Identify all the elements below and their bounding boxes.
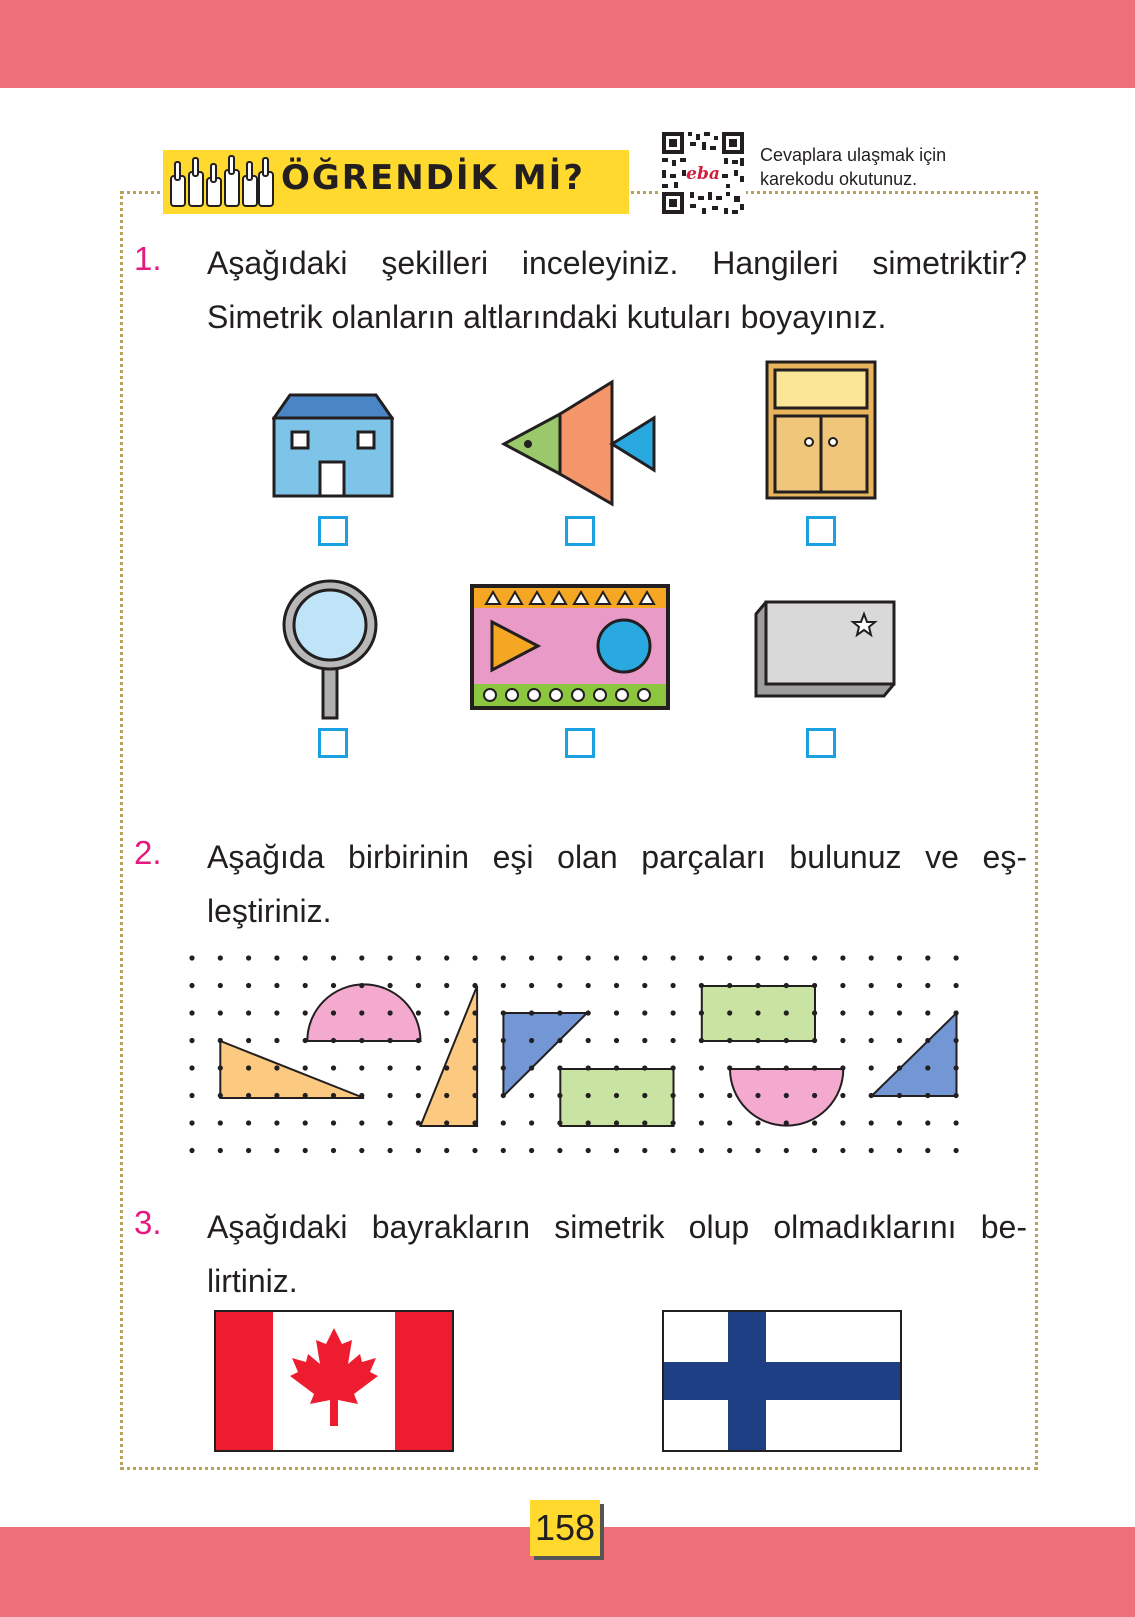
grid-dot — [699, 955, 704, 960]
grid-dot — [784, 955, 789, 960]
grid-dot — [388, 1120, 393, 1125]
grid-dot — [303, 1038, 308, 1043]
grid-dot — [699, 1010, 704, 1015]
grid-dot — [586, 1093, 591, 1098]
grid-dot — [869, 1148, 874, 1153]
grid-dot — [727, 983, 732, 988]
grid-dot — [755, 955, 760, 960]
grid-dot — [331, 1065, 336, 1070]
grid-dot — [671, 1148, 676, 1153]
grid-dot — [897, 983, 902, 988]
grid-dot — [869, 1010, 874, 1015]
grid-dot — [246, 1065, 251, 1070]
grid-dot — [359, 1010, 364, 1015]
grid-dot — [246, 983, 251, 988]
grid-dot — [642, 955, 647, 960]
grid-dot — [812, 955, 817, 960]
grid-dot — [303, 1010, 308, 1015]
grid-dot — [954, 1010, 959, 1015]
grid-dot — [246, 1120, 251, 1125]
grid-dot — [699, 1148, 704, 1153]
grid-dot — [416, 1065, 421, 1070]
grid-dot — [501, 1120, 506, 1125]
grid-dot — [840, 1065, 845, 1070]
dot-grid-puzzle — [180, 946, 1000, 1166]
grid-dot — [727, 1093, 732, 1098]
grid-dot — [501, 983, 506, 988]
grid-dot — [501, 1038, 506, 1043]
grid-dot — [925, 1010, 930, 1015]
grid-dot — [388, 1065, 393, 1070]
checkbox-fish[interactable] — [565, 516, 595, 546]
grid-dot — [416, 1038, 421, 1043]
grid-dot — [699, 983, 704, 988]
grid-dot — [189, 1120, 194, 1125]
grid-dot — [614, 983, 619, 988]
grid-dot — [897, 1148, 902, 1153]
grid-dot — [303, 1065, 308, 1070]
qr-instruction: Cevaplara ulaşmak için karekodu okutunuz. — [760, 145, 947, 189]
grid-dot — [529, 1148, 534, 1153]
grid-dot — [727, 1148, 732, 1153]
grid-dot — [501, 1010, 506, 1015]
grid-dot — [954, 1120, 959, 1125]
grid-dot — [218, 1148, 223, 1153]
fish-figure — [500, 378, 658, 508]
grid-dot — [897, 955, 902, 960]
grid-dot — [472, 1065, 477, 1070]
grid-dot — [557, 1065, 562, 1070]
grid-dot — [444, 1010, 449, 1015]
grid-dot — [303, 1093, 308, 1098]
grid-dot — [869, 955, 874, 960]
top-color-band — [0, 0, 1135, 88]
grid-dot — [840, 1148, 845, 1153]
grid-dot — [501, 955, 506, 960]
grid-dot — [755, 1148, 760, 1153]
grid-dot — [784, 1093, 789, 1098]
grid-dot — [388, 1010, 393, 1015]
grid-dot — [331, 955, 336, 960]
grid-dot — [699, 1038, 704, 1043]
grid-dot — [274, 1120, 279, 1125]
checkbox-framed-picture[interactable] — [565, 728, 595, 758]
grid-dot — [359, 1120, 364, 1125]
grid-dot — [472, 955, 477, 960]
grid-dot — [925, 1148, 930, 1153]
cabinet-figure — [765, 360, 877, 500]
grid-dot — [246, 955, 251, 960]
grid-dot — [614, 1010, 619, 1015]
grid-dot — [586, 1065, 591, 1070]
grid-dot — [303, 983, 308, 988]
page-title: ÖĞRENDİK Mİ? — [281, 158, 585, 198]
grid-dot — [388, 1038, 393, 1043]
grid-dot — [416, 983, 421, 988]
grid-dot — [812, 1010, 817, 1015]
grid-dot — [954, 1038, 959, 1043]
grid-dot — [614, 1038, 619, 1043]
grid-dot — [671, 1038, 676, 1043]
grid-dot — [671, 1120, 676, 1125]
grid-dot — [925, 955, 930, 960]
triangle-orange-tall-shape — [421, 986, 478, 1126]
grid-dot — [812, 1038, 817, 1043]
grid-dot — [699, 1093, 704, 1098]
grid-dot — [359, 983, 364, 988]
qr-logo-text: eba — [686, 164, 720, 184]
grid-dot — [557, 1038, 562, 1043]
grid-dot — [642, 983, 647, 988]
grid-dot — [472, 1148, 477, 1153]
grid-dot — [642, 1148, 647, 1153]
grid-dot — [501, 1093, 506, 1098]
grid-dot — [614, 1120, 619, 1125]
grid-dot — [727, 1010, 732, 1015]
grid-dot — [359, 1065, 364, 1070]
grid-dot — [586, 955, 591, 960]
grid-dot — [586, 1120, 591, 1125]
grid-dot — [472, 1120, 477, 1125]
grid-dot — [416, 955, 421, 960]
grid-dot — [189, 1038, 194, 1043]
grid-dot — [642, 1038, 647, 1043]
grid-dot — [755, 983, 760, 988]
grid-dot — [444, 983, 449, 988]
checkbox-magnifying-glass[interactable] — [318, 728, 348, 758]
grid-dot — [925, 1093, 930, 1098]
grid-dot — [444, 1093, 449, 1098]
grid-dot — [614, 1148, 619, 1153]
grid-dot — [784, 1010, 789, 1015]
grid-dot — [869, 1093, 874, 1098]
grid-dot — [189, 955, 194, 960]
grid-dot — [444, 1120, 449, 1125]
section-banner — [163, 150, 629, 214]
grid-dot — [218, 983, 223, 988]
grid-dot — [869, 1065, 874, 1070]
grid-dot — [218, 1120, 223, 1125]
grid-dot — [388, 955, 393, 960]
grid-dot — [274, 983, 279, 988]
grid-dot — [557, 983, 562, 988]
grid-dot — [416, 1148, 421, 1153]
house-figure — [272, 392, 394, 500]
grid-dot — [869, 1038, 874, 1043]
grid-dot — [954, 1065, 959, 1070]
grid-dot — [699, 1120, 704, 1125]
grid-dot — [812, 1093, 817, 1098]
grid-dot — [869, 983, 874, 988]
grid-dot — [925, 1038, 930, 1043]
grid-dot — [416, 1120, 421, 1125]
grid-dot — [755, 1093, 760, 1098]
grid-dot — [359, 1038, 364, 1043]
grid-dot — [784, 1120, 789, 1125]
qr-code[interactable] — [660, 130, 746, 216]
grid-dot — [557, 955, 562, 960]
grid-dot — [529, 955, 534, 960]
question-3-number: 3. — [134, 1204, 162, 1241]
grid-dot — [954, 1148, 959, 1153]
grid-dot — [303, 1148, 308, 1153]
grid-dot — [189, 1065, 194, 1070]
grid-dot — [529, 1010, 534, 1015]
grid-dot — [755, 1120, 760, 1125]
grid-dot — [472, 1010, 477, 1015]
grid-dot — [840, 1120, 845, 1125]
grid-dot — [812, 1120, 817, 1125]
grid-dot — [812, 983, 817, 988]
checkbox-house[interactable] — [318, 516, 348, 546]
grid-dot — [331, 1120, 336, 1125]
grid-dot — [840, 955, 845, 960]
grid-dot — [671, 955, 676, 960]
grid-dot — [444, 1065, 449, 1070]
triangle-orange-left-shape — [220, 1041, 364, 1098]
grid-dot — [529, 1120, 534, 1125]
grid-dot — [671, 1065, 676, 1070]
grid-dot — [840, 1093, 845, 1098]
grid-dot — [614, 1093, 619, 1098]
grid-dot — [925, 1120, 930, 1125]
grid-dot — [557, 1010, 562, 1015]
checkbox-cabinet[interactable] — [806, 516, 836, 546]
question-3-text: Aşağıdaki bayrakların simetrik olup olmadıklarını be- lirtiniz. — [207, 1209, 1027, 1299]
grid-dot — [246, 1010, 251, 1015]
grid-dot — [897, 1010, 902, 1015]
grid-dot — [614, 1065, 619, 1070]
grid-dot — [274, 1148, 279, 1153]
grid-dot — [614, 955, 619, 960]
grid-dot — [189, 1093, 194, 1098]
grid-dot — [727, 1038, 732, 1043]
grid-dot — [444, 1038, 449, 1043]
grid-dot — [303, 955, 308, 960]
grid-dot — [472, 1038, 477, 1043]
grid-dot — [529, 1093, 534, 1098]
flag-card-figure — [754, 600, 896, 698]
grid-dot — [557, 1120, 562, 1125]
grid-dot — [954, 955, 959, 960]
grid-dot — [274, 1038, 279, 1043]
grid-dot — [727, 1120, 732, 1125]
grid-dot — [218, 1065, 223, 1070]
grid-dot — [557, 1093, 562, 1098]
question-2-text: Aşağıda birbirinin eşi olan parçaları bulunuz ve eş- leştiriniz. — [207, 839, 1027, 929]
grid-dot — [218, 1038, 223, 1043]
grid-dot — [388, 1148, 393, 1153]
grid-dot — [755, 1010, 760, 1015]
grid-dot — [727, 1065, 732, 1070]
grid-dot — [671, 983, 676, 988]
grid-dot — [274, 955, 279, 960]
grid-dot — [557, 1148, 562, 1153]
grid-dot — [472, 1093, 477, 1098]
grid-dot — [586, 983, 591, 988]
grid-dot — [444, 1148, 449, 1153]
grid-dot — [869, 1120, 874, 1125]
grid-dot — [274, 1093, 279, 1098]
grid-dot — [784, 1038, 789, 1043]
grid-dot — [388, 1093, 393, 1098]
grid-dot — [671, 1093, 676, 1098]
grid-dot — [189, 1010, 194, 1015]
grid-dot — [529, 1038, 534, 1043]
grid-dot — [840, 983, 845, 988]
grid-dot — [359, 1093, 364, 1098]
grid-dot — [642, 1010, 647, 1015]
grid-dot — [388, 983, 393, 988]
grid-dot — [189, 1148, 194, 1153]
triangle-blue-right-shape — [872, 1013, 957, 1096]
grid-dot — [331, 983, 336, 988]
grid-dot — [727, 955, 732, 960]
grid-dot — [897, 1038, 902, 1043]
grid-dot — [755, 1065, 760, 1070]
grid-dot — [331, 1093, 336, 1098]
grid-dot — [416, 1093, 421, 1098]
grid-dot — [784, 983, 789, 988]
grid-dot — [586, 1010, 591, 1015]
grid-dot — [642, 1093, 647, 1098]
grid-dot — [472, 983, 477, 988]
grid-dot — [897, 1065, 902, 1070]
grid-dot — [416, 1010, 421, 1015]
grid-dot — [954, 983, 959, 988]
question-2-number: 2. — [134, 834, 162, 871]
grid-dot — [274, 1010, 279, 1015]
grid-dot — [331, 1010, 336, 1015]
grid-dot — [925, 1065, 930, 1070]
grid-dot — [529, 983, 534, 988]
grid-dot — [897, 1120, 902, 1125]
magnifying-glass-figure — [280, 578, 380, 720]
grid-dot — [444, 955, 449, 960]
grid-dot — [331, 1038, 336, 1043]
grid-dot — [359, 1148, 364, 1153]
grid-dot — [642, 1065, 647, 1070]
canada-flag — [214, 1310, 454, 1452]
grid-dot — [812, 1065, 817, 1070]
grid-dot — [586, 1148, 591, 1153]
grid-dot — [246, 1148, 251, 1153]
question-1-text: Aşağıdaki şekilleri inceleyiniz. Hangileri simetriktir? Simetrik olanların altlarındaki kutuları boyayınız. — [207, 245, 1027, 335]
grid-dot — [784, 1148, 789, 1153]
grid-dot — [501, 1148, 506, 1153]
finland-flag — [662, 1310, 902, 1452]
checkbox-flag-card[interactable] — [806, 728, 836, 758]
grid-dot — [954, 1093, 959, 1098]
grid-dot — [189, 983, 194, 988]
framed-picture-figure — [468, 582, 672, 712]
grid-dot — [218, 1093, 223, 1098]
grid-dot — [359, 955, 364, 960]
grid-dot — [812, 1148, 817, 1153]
grid-dot — [331, 1148, 336, 1153]
grid-dot — [784, 1065, 789, 1070]
grid-dot — [840, 1010, 845, 1015]
grid-dot — [246, 1093, 251, 1098]
grid-dot — [218, 955, 223, 960]
grid-dot — [303, 1120, 308, 1125]
grid-dot — [925, 983, 930, 988]
grid-dot — [755, 1038, 760, 1043]
raised-hands-icon — [169, 154, 277, 210]
grid-dot — [840, 1038, 845, 1043]
grid-dot — [897, 1093, 902, 1098]
question-1-number: 1. — [134, 240, 162, 277]
grid-dot — [501, 1065, 506, 1070]
grid-dot — [246, 1038, 251, 1043]
grid-dot — [274, 1065, 279, 1070]
grid-dot — [699, 1065, 704, 1070]
grid-dot — [671, 1010, 676, 1015]
grid-dot — [586, 1038, 591, 1043]
grid-dot — [529, 1065, 534, 1070]
grid-dot — [642, 1120, 647, 1125]
grid-dot — [218, 1010, 223, 1015]
page-number: 158 — [530, 1500, 600, 1556]
